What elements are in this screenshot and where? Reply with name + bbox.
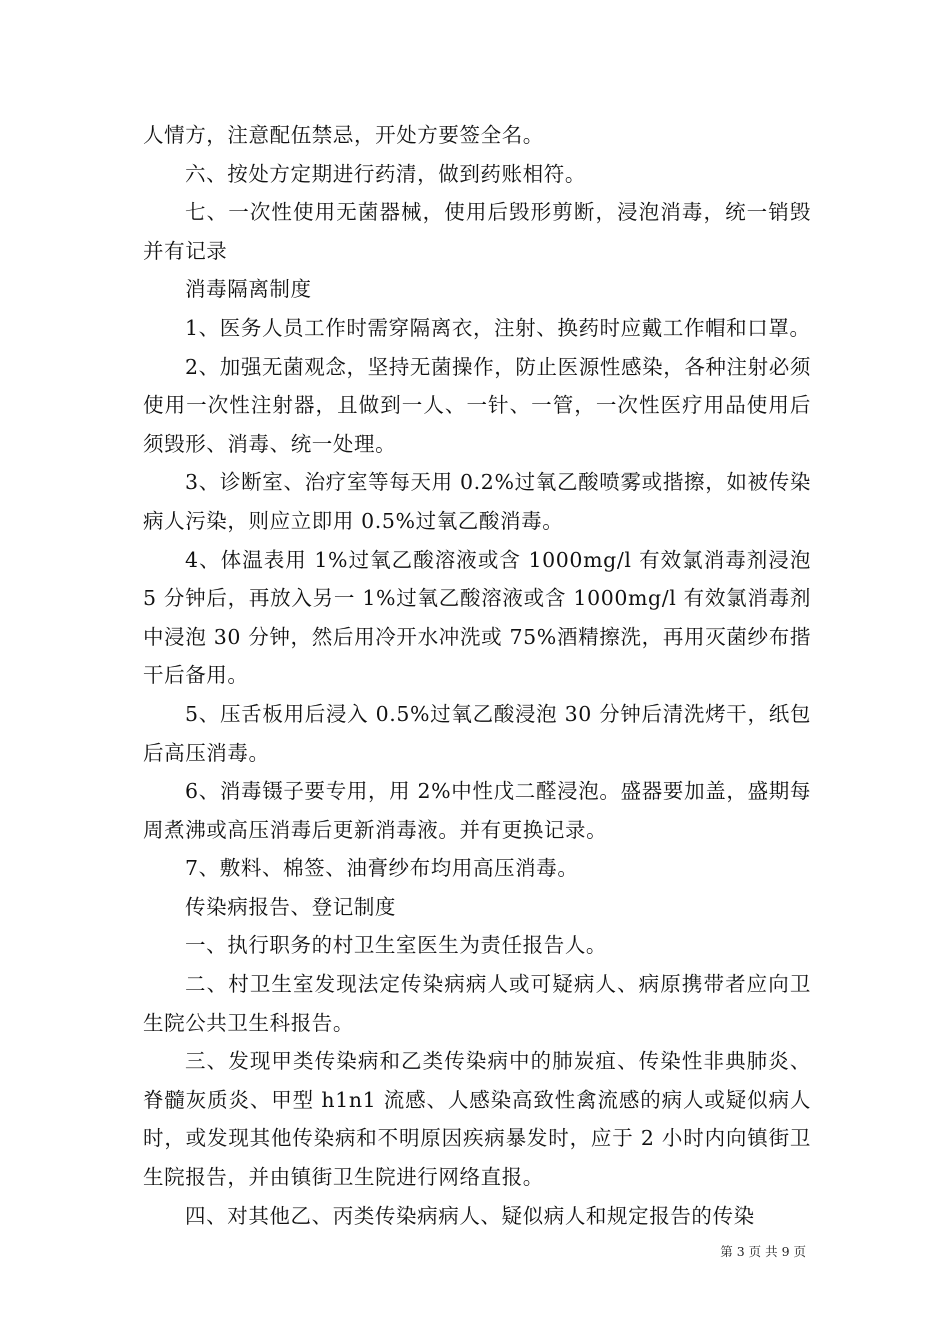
section-heading-infectious-disease-report: 传染病报告、登记制度 — [185, 894, 397, 919]
document-body — [143, 116, 811, 1235]
paragraph: 一、执行职务的村卫生室医生为责任报告人。 — [185, 933, 608, 958]
paragraph: 人情方，注意配伍禁忌，开处方要签全名。 — [143, 123, 544, 147]
paragraph: 四、对其他乙、丙类传染病病人、疑似病人和规定报告的传染 — [185, 1203, 755, 1228]
page-number: 第 3 页 共 9 页 — [720, 1244, 806, 1259]
section-heading-disinfection: 消毒隔离制度 — [185, 277, 312, 302]
paragraph: 2、加强无菌观念，坚持无菌操作，防止医源性感染，各种注射必须使用一次性注射器，且做到一人、一针、一管，一次性医疗用品使用后须毁形、消毒、统一处理。 — [143, 354, 811, 456]
paragraph: 4、体温表用 1%过氧乙酸溶液或含 1000mg/l 有效氯消毒剂浸泡 5 分钟后，再放入另一 1%过氧乙酸溶液或含 1000mg/l 有效氯消毒剂中浸泡 30 分钟，然后用冷开水冲洗或 75%酒精擦洗，再用灭菌纱布揩干后备用。 — [143, 547, 811, 688]
paragraph: 七、一次性使用无菌器械，使用后毁形剪断，浸泡消毒，统一销毁并有记录 — [143, 200, 811, 263]
paragraph: 三、发现甲类传染病和乙类传染病中的肺炭疽、传染性非典肺炎、脊髓灰质炎、甲型 h1n1 流感、人感染高致性禽流感的病人或疑似病人时，或发现其他传染病和不明原因疾病暴发时，应于 2 小时内向镇街卫生院报告，并由镇街卫生院进行网络直报。 — [143, 1049, 811, 1190]
paragraph: 6、消毒镊子要专用，用 2%中性戊二醛浸泡。盛器要加盖，盛期每周煮沸或高压消毒后更新消毒液。并有更换记录。 — [143, 779, 811, 842]
paragraph: 1、医务人员工作时需穿隔离衣，注射、换药时应戴工作帽和口罩。 — [185, 315, 811, 340]
paragraph: 7、敷料、棉签、油膏纱布均用高压消毒。 — [185, 856, 579, 881]
paragraph: 5、压舌板用后浸入 0.5%过氧乙酸浸泡 30 分钟后清洗烤干，纸包后高压消毒。 — [143, 701, 812, 765]
paragraph: 3、诊断室、治疗室等每天用 0.2%过氧乙酸喷雾或揩擦，如被传染病人污染，则应立即用 0.5%过氧乙酸消毒。 — [143, 470, 811, 533]
paragraph: 六、按处方定期进行药清，做到药账相符。 — [185, 161, 586, 186]
paragraph: 二、村卫生室发现法定传染病病人或可疑病人、病原携带者应向卫生院公共卫生科报告。 — [143, 972, 811, 1035]
